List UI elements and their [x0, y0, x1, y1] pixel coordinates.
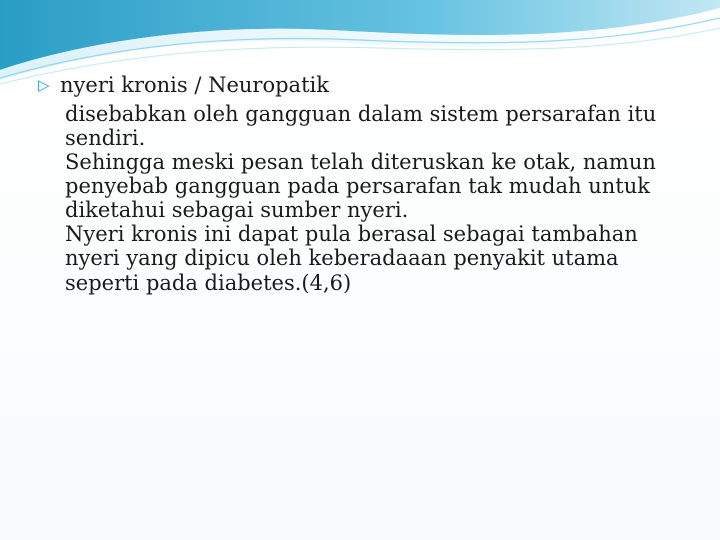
- paragraph-1: disebabkan oleh gangguan dalam sistem persarafan itu sendiri.: [65, 101, 657, 150]
- paragraph-2: Sehingga meski pesan telah diteruskan ke otak, namun penyebab gangguan pada persarafan tak mudah untuk diketahui sebagai sumber nyeri.: [65, 149, 656, 223]
- bullet-heading: nyeri kronis / Neuropatik: [60, 73, 329, 97]
- bullet-item: [38, 74, 688, 98]
- slide-content: [38, 74, 688, 295]
- paragraph-3: Nyeri kronis ini dapat pula berasal sebagai tambahan nyeri yang dipicu oleh keberadaaan penyakit utama seperti pada diabetes.(4,6): [65, 222, 638, 295]
- hollow-triangle-bullet-icon: ▷: [38, 76, 50, 94]
